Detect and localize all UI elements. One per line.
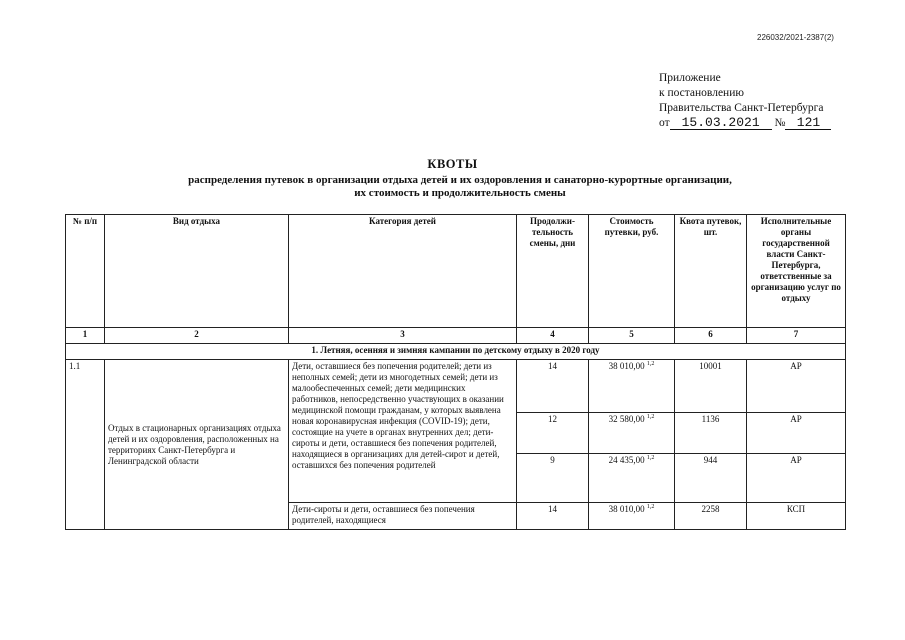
cost-cell — [589, 454, 675, 503]
cost-value: 24 435,00 — [608, 455, 645, 465]
header-cost: Стоимость путевки, руб. — [589, 215, 675, 328]
executive-cell: АР — [747, 360, 846, 413]
cost-cell — [589, 413, 675, 454]
header-quota: Квота путевок, шт. — [675, 215, 747, 328]
footnote-mark: 1,2 — [646, 504, 655, 510]
header-num: № п/п — [66, 215, 105, 328]
footnote-mark: 1,2 — [646, 414, 655, 420]
quota-cell: 2258 — [675, 503, 747, 530]
duration-cell: 9 — [517, 454, 589, 503]
header-rest-type: Вид отдыха — [105, 215, 289, 328]
number-label: № — [774, 117, 786, 129]
appendix-line2: к постановлению — [659, 87, 744, 99]
appendix-line3: Правительства Санкт-Петербурга — [659, 102, 824, 114]
column-number-row — [66, 328, 846, 344]
category-cell: Дети, оставшиеся без попечения родителей; дети из неполных семей; дети из многодетных семей; дети из малообеспеченных семей; дети медицинских работников, непосредственно участвующих в оказании медицинской помощи гражданам, у которых выявлена новая коронавирусная инфекция (COVID-19); дети, состоящие на учете в органах внутренних дел; дети-сироты и дети, оставшиеся без попечения родителей, находящиеся в организациях для детей-сирот и детей, оставшихся без попечения родителей — [289, 360, 517, 503]
col-number: 3 — [289, 328, 517, 344]
decree-number: 121 — [785, 116, 831, 130]
duration-cell: 14 — [517, 360, 589, 413]
col-number: 5 — [589, 328, 675, 344]
col-number: 2 — [105, 328, 289, 344]
col-number: 4 — [517, 328, 589, 344]
document-id: 226032/2021-2387(2) — [757, 33, 834, 42]
col-number: 6 — [675, 328, 747, 344]
executive-cell: КСП — [747, 503, 846, 530]
cost-cell — [589, 360, 675, 413]
table-row — [66, 360, 846, 413]
quota-table — [65, 214, 846, 530]
row-number: 1.1 — [66, 360, 105, 530]
section-title: 1. Летняя, осенняя и зимняя кампании по детскому отдыху в 2020 году — [66, 344, 846, 360]
footnote-mark: 1,2 — [646, 361, 655, 367]
header-category: Категория детей — [289, 215, 517, 328]
cost-value: 32 580,00 — [608, 414, 645, 424]
header-duration: Продолжи-тельность смены, дни — [517, 215, 589, 328]
cost-cell — [589, 503, 675, 530]
subtitle-line2: их стоимость и продолжительность смены — [354, 187, 566, 199]
document-subtitle — [110, 174, 810, 200]
subtitle-line1: распределения путевок в организации отдыха детей и их оздоровления и санаторно-курортные организации, — [188, 174, 732, 186]
appendix-block — [659, 71, 831, 131]
category-cell: Дети-сироты и дети, оставшиеся без попечения родителей, находящиеся — [289, 503, 517, 530]
footnote-mark: 1,2 — [646, 455, 655, 461]
quota-cell: 10001 — [675, 360, 747, 413]
appendix-line1: Приложение — [659, 72, 721, 84]
quota-cell: 1136 — [675, 413, 747, 454]
appendix-date-line — [659, 116, 831, 131]
rest-type-cell: Отдых в стационарных организациях отдыха детей и их оздоровления, расположенных на территориях Санкт-Петербурга и Ленинградской области — [105, 360, 289, 530]
quota-cell: 944 — [675, 454, 747, 503]
header-executive: Исполнительные органы государственной власти Санкт-Петербурга, ответственные за организацию услуг по отдыху — [747, 215, 846, 328]
executive-cell: АР — [747, 454, 846, 503]
col-number: 7 — [747, 328, 846, 344]
duration-cell: 14 — [517, 503, 589, 530]
col-number: 1 — [66, 328, 105, 344]
duration-cell: 12 — [517, 413, 589, 454]
section-row — [66, 344, 846, 360]
cost-value: 38 010,00 — [608, 361, 645, 371]
cost-value: 38 010,00 — [608, 504, 645, 514]
decree-date: 15.03.2021 — [670, 116, 772, 130]
executive-cell: АР — [747, 413, 846, 454]
header-row — [66, 215, 846, 328]
document-title: КВОТЫ — [427, 157, 478, 171]
from-label: от — [659, 117, 670, 129]
